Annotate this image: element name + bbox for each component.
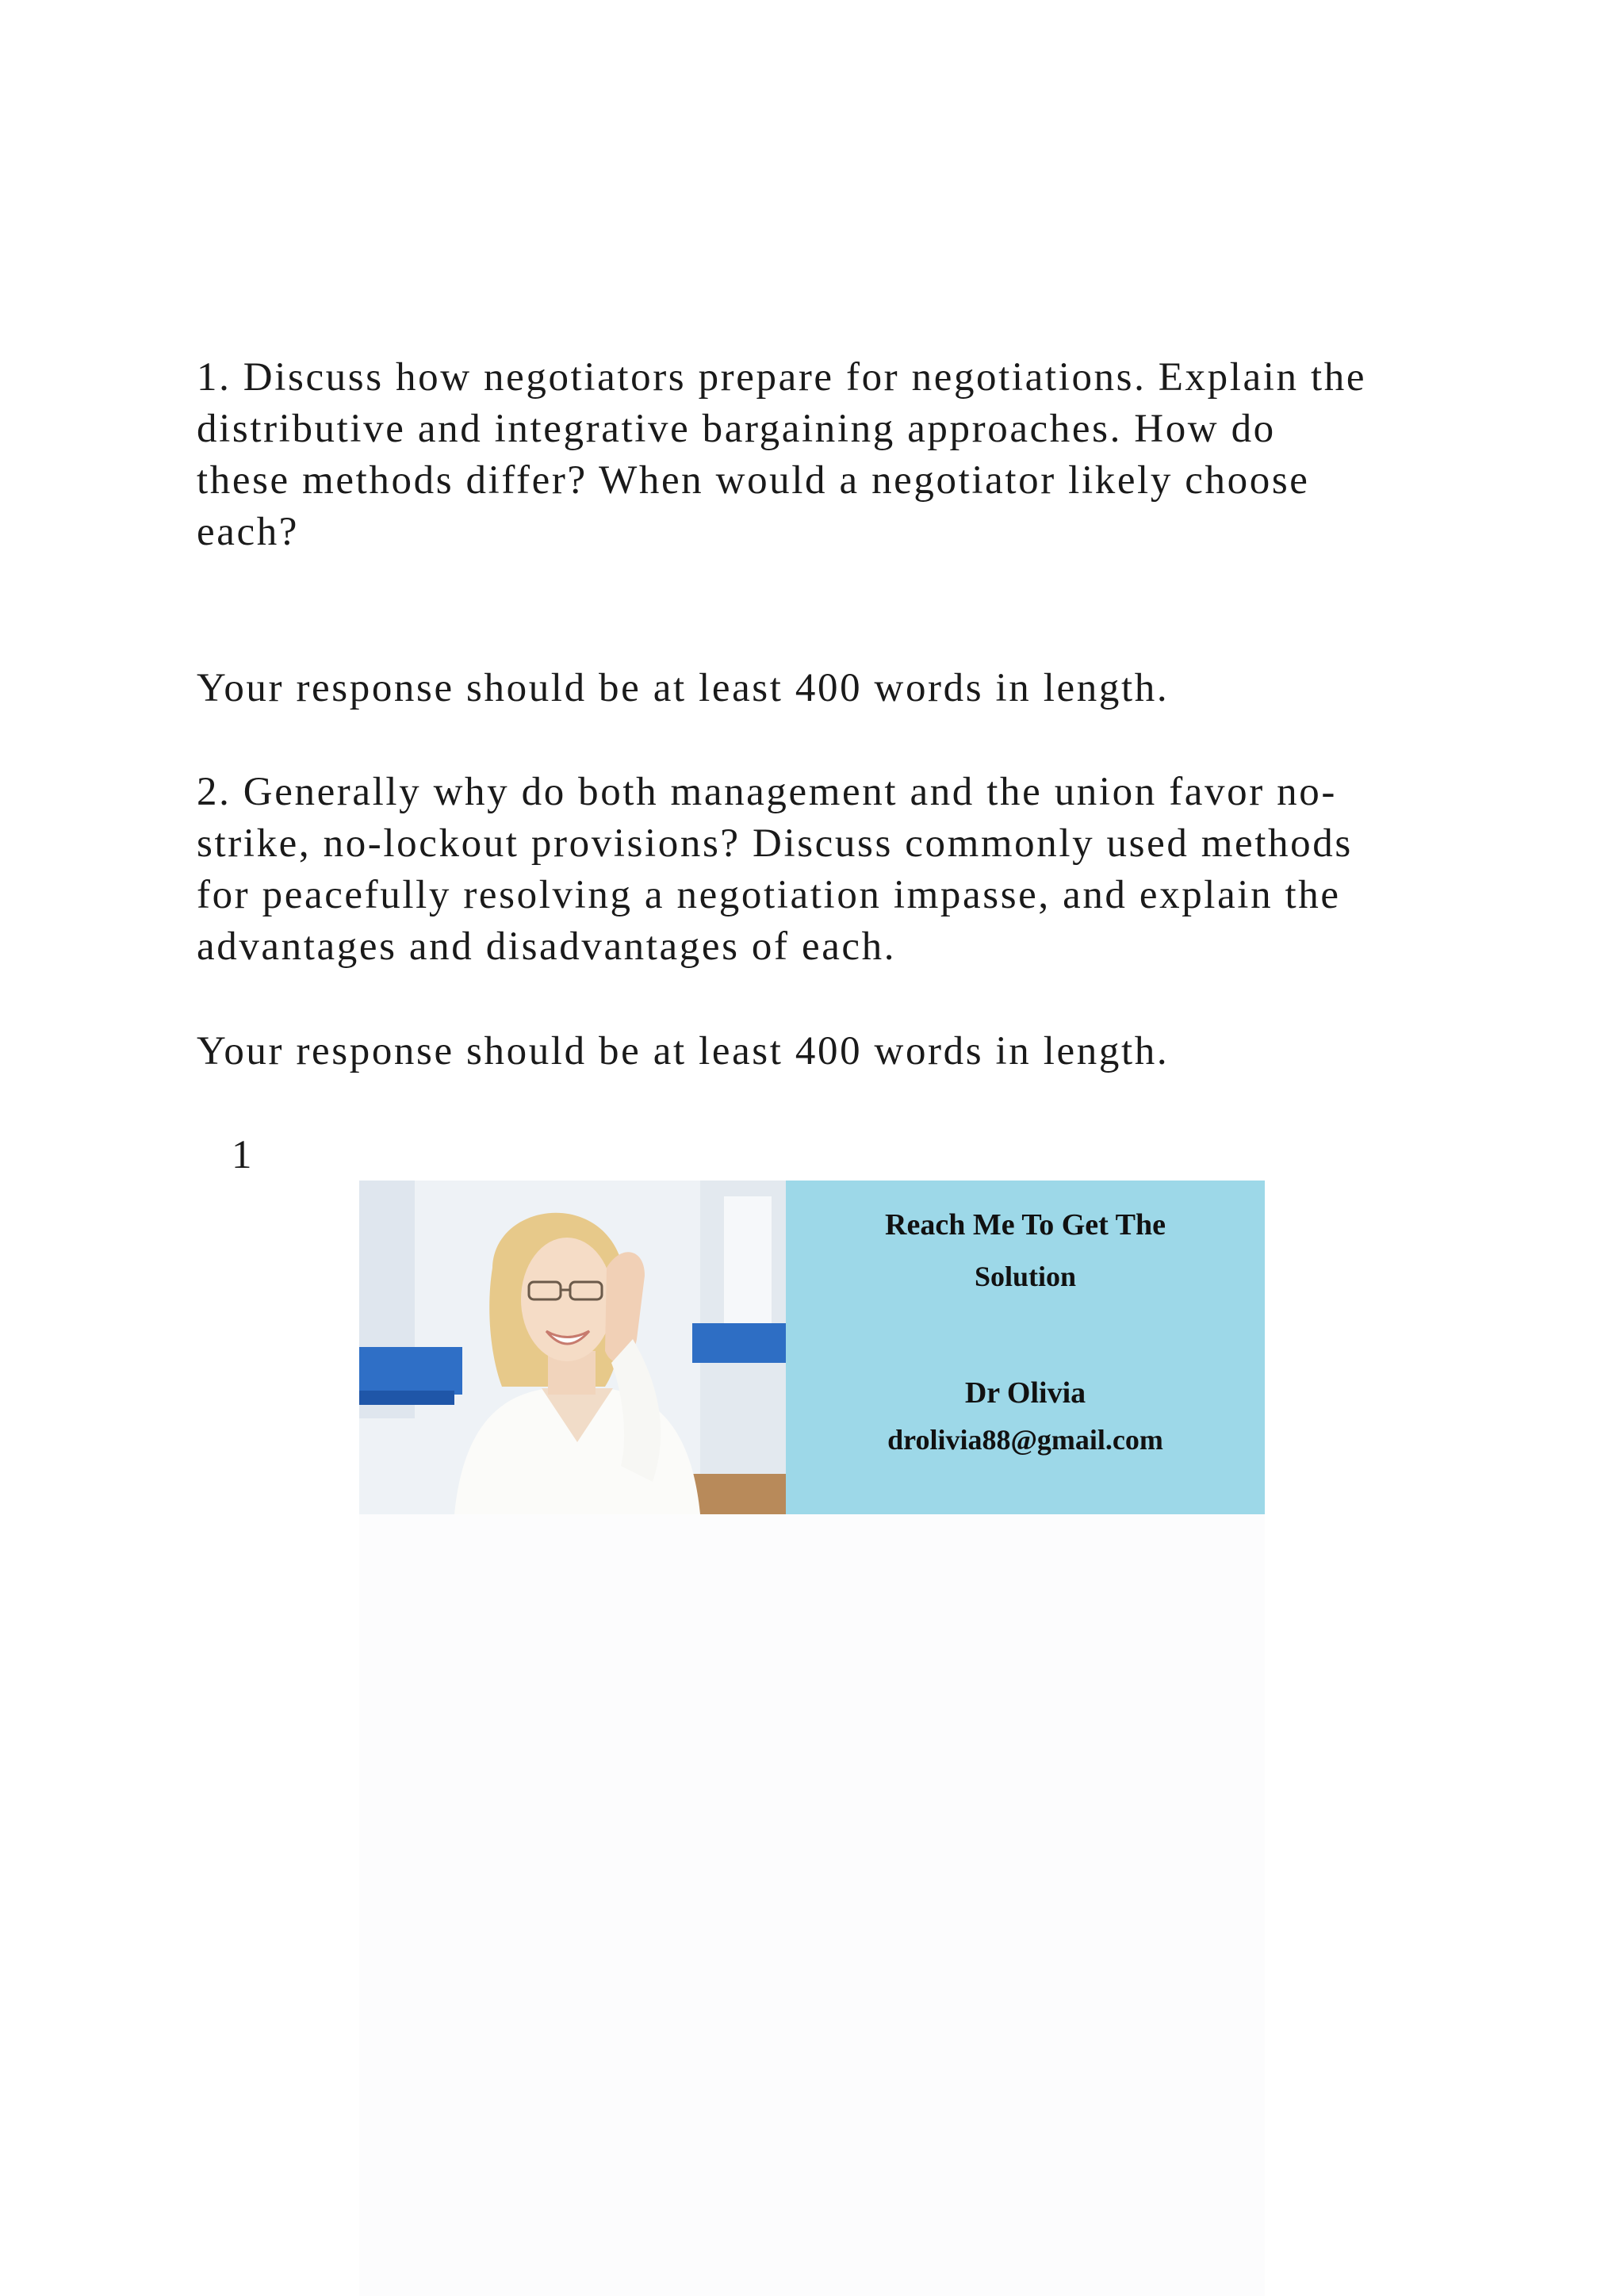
contact-name: Dr Olivia: [964, 1376, 1086, 1410]
contact-email[interactable]: drolivia88@gmail.com: [887, 1424, 1163, 1456]
card-headline-2: Solution: [974, 1261, 1077, 1292]
woman-photo: [359, 1181, 786, 1514]
contact-banner: [359, 1181, 1265, 1514]
blank-panel: [359, 1514, 1265, 2296]
contact-card: [786, 1181, 1265, 1514]
card-headline: Reach Me To Get The: [885, 1208, 1166, 1242]
question-2: 2. Generally why do both management and the union favor no- strike, no-lockout provisions? Discuss commonly used methods for peacefully resolving a negotiation impasse, and explain the advantages and disadvantages of each.: [197, 770, 1353, 969]
question-1: 1. Discuss how negotiators prepare for negotiations. Explain the distributive and integrative bargaining approaches. How do these methods differ? When would a negotiator likely choose each?: [197, 355, 1367, 554]
word-requirement-2: Your response should be at least 400 words in length.: [197, 1029, 1170, 1073]
page-number: 1: [232, 1133, 252, 1177]
word-requirement-1: Your response should be at least 400 words in length.: [197, 666, 1170, 710]
